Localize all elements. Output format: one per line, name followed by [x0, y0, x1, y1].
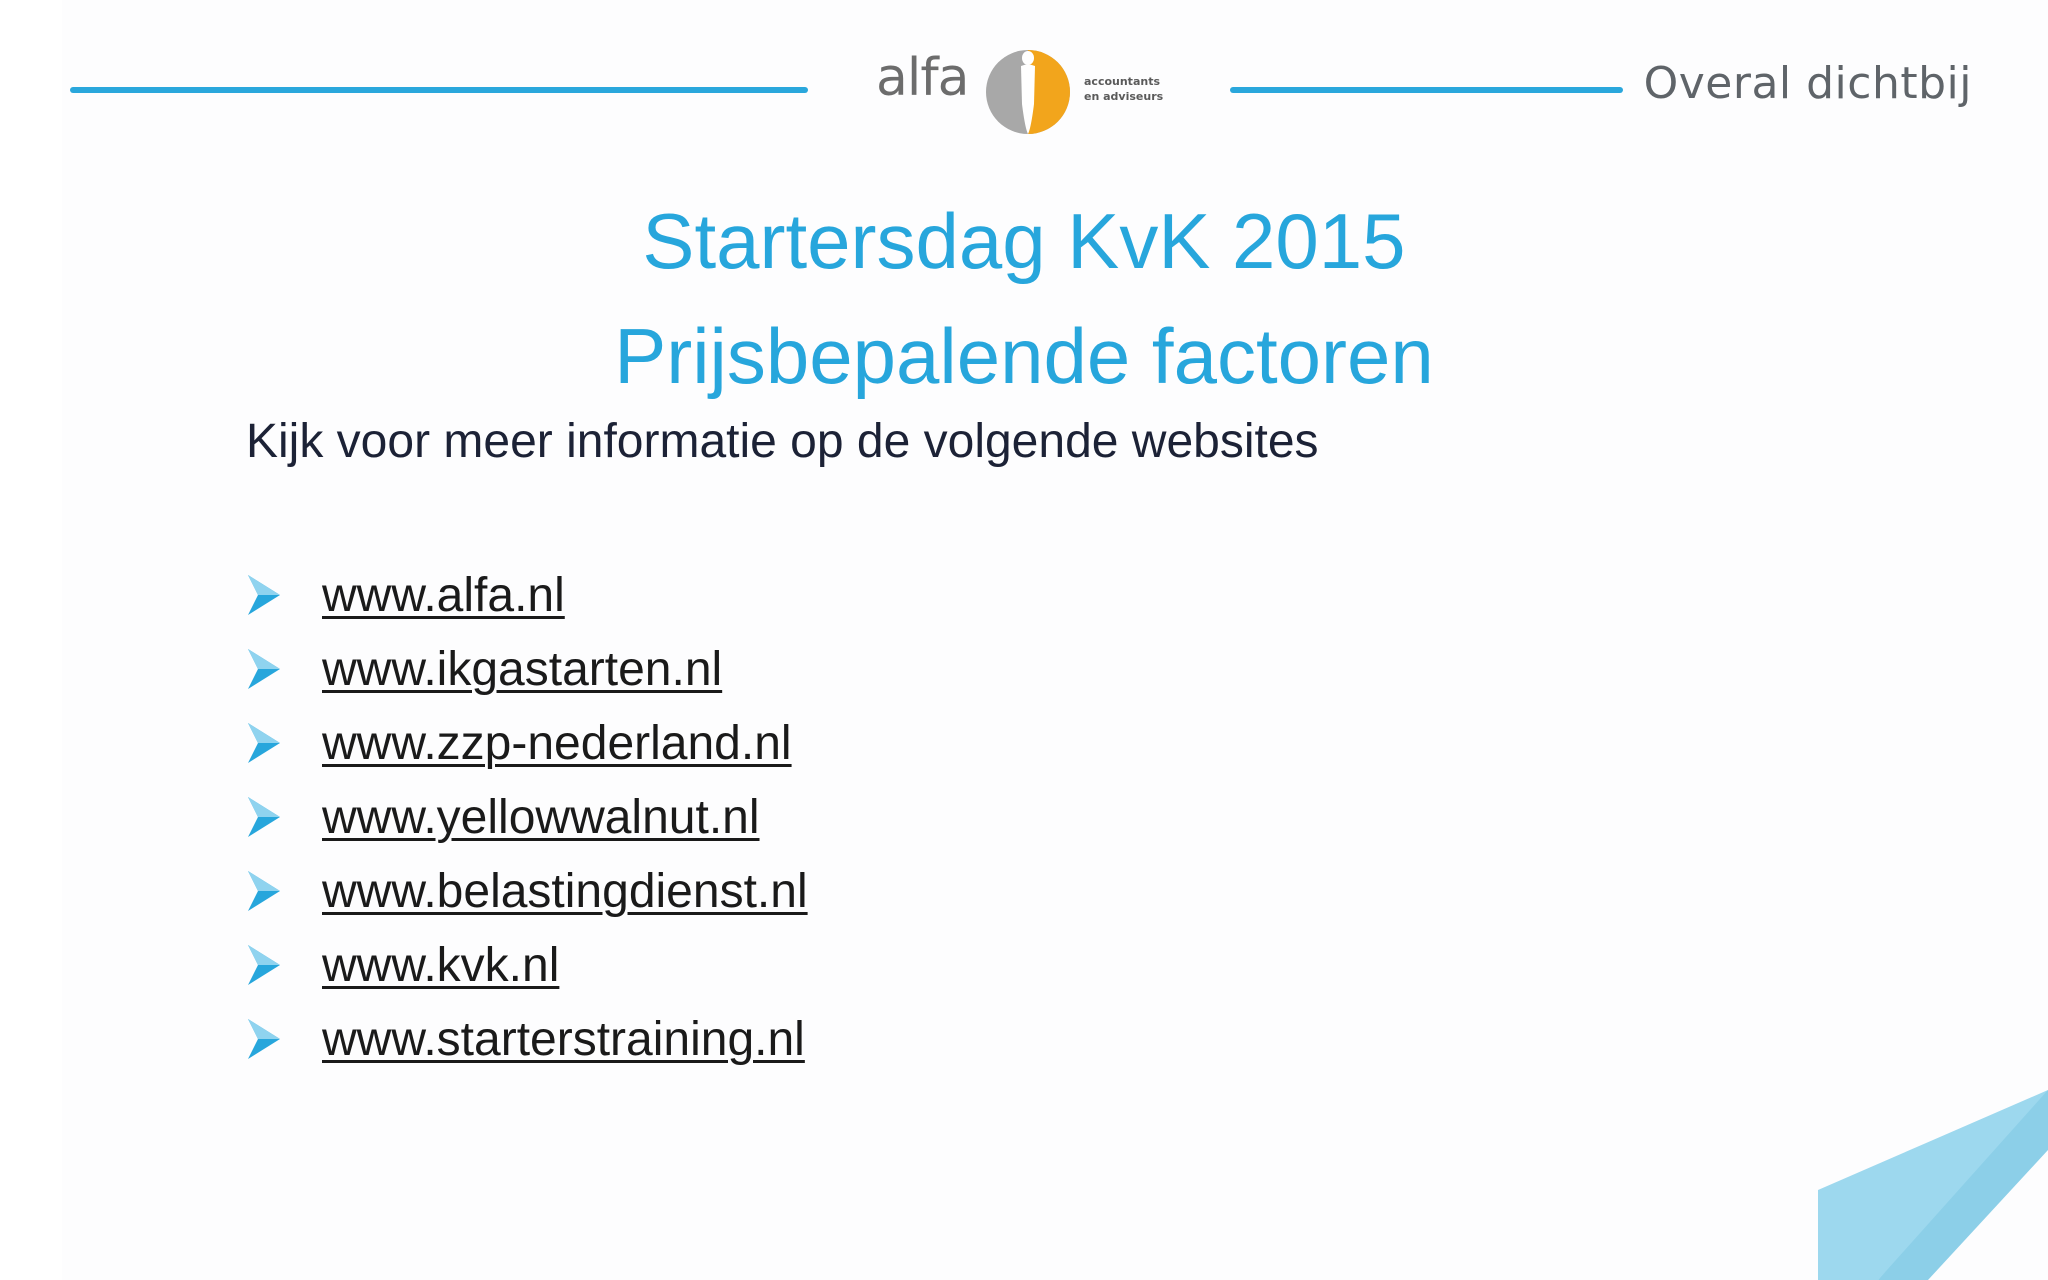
arrow-bullet-icon — [246, 647, 282, 691]
link-ikgastarten[interactable]: www.ikgastarten.nl — [322, 642, 723, 696]
list-item — [246, 780, 808, 854]
list-item — [246, 632, 808, 706]
alfa-figure-emblem-icon — [980, 44, 1076, 140]
header-rule-right — [1230, 87, 1623, 93]
logo-subtitle — [1084, 74, 1163, 104]
slide-title-line2: Prijsbepalende factoren — [614, 312, 1434, 400]
link-belastingdienst[interactable]: www.belastingdienst.nl — [322, 864, 808, 918]
left-margin-strip — [0, 0, 62, 1280]
list-item — [246, 854, 808, 928]
arrow-bullet-icon — [246, 795, 282, 839]
arrow-bullet-icon — [246, 721, 282, 765]
logo-subtitle-line1: accountants — [1084, 75, 1161, 88]
list-item — [246, 558, 808, 632]
arrow-bullet-icon — [246, 943, 282, 987]
arrow-bullet-icon — [246, 869, 282, 913]
link-alfa[interactable]: www.alfa.nl — [322, 568, 565, 622]
link-zzp-nederland[interactable]: www.zzp-nederland.nl — [322, 716, 792, 770]
alfa-logo — [872, 44, 1172, 140]
arrow-bullet-icon — [246, 1017, 282, 1061]
arrow-bullet-icon — [246, 573, 282, 617]
header-rule-left — [70, 87, 808, 93]
link-kvk[interactable]: www.kvk.nl — [322, 938, 560, 992]
website-link-list — [246, 558, 808, 1076]
link-starterstraining[interactable]: www.starterstraining.nl — [322, 1012, 805, 1066]
triangle-decoration-icon — [1818, 1090, 2048, 1280]
logo-wordmark: alfa — [876, 48, 969, 108]
list-item — [246, 706, 808, 780]
tagline: Overal dichtbij — [1643, 58, 1972, 109]
list-item — [246, 928, 808, 1002]
link-yellowwalnut[interactable]: www.yellowwalnut.nl — [322, 790, 760, 844]
list-item — [246, 1002, 808, 1076]
slide-title-line1: Startersdag KvK 2015 — [642, 197, 1406, 285]
intro-text: Kijk voor meer informatie op de volgende websites — [246, 415, 1319, 468]
logo-subtitle-line2: en adviseurs — [1084, 90, 1164, 103]
